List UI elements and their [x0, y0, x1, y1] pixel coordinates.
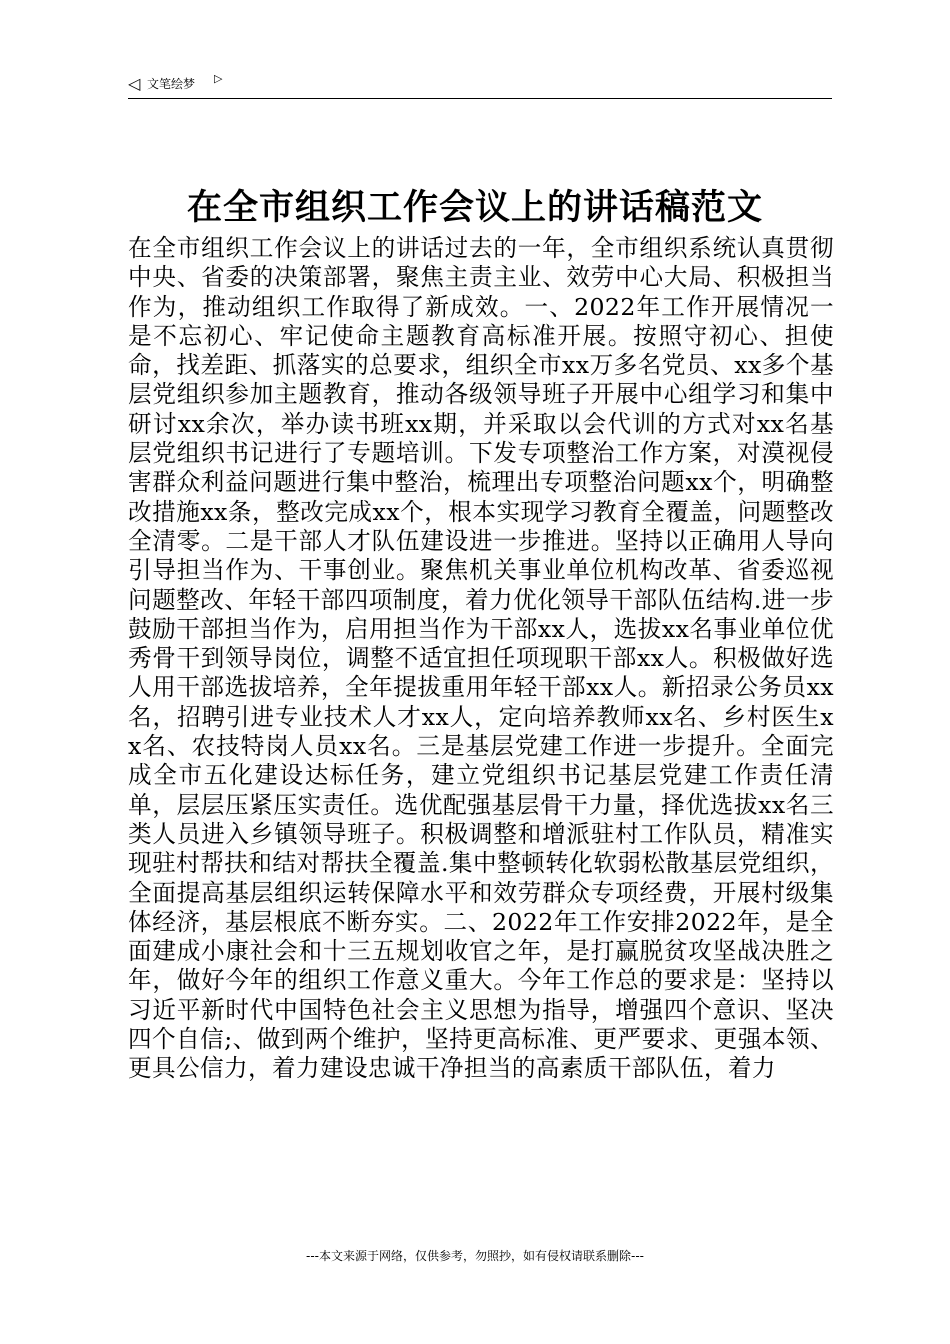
triangle-left-icon: ◁	[128, 74, 141, 93]
document-body: 在全市组织工作会议上的讲话过去的一年，全市组织系统认真贯彻中央、省委的决策部署，聚焦主责主业、效劳中心大局、积极担当作为，推动组织工作取得了新成效。一、2022年工作开展情况一是不忘初心、牢记使命主题教育高标准开展。按照守初心、担使命，找差距、抓落实的总要求，组织全市xx万多名党员、xx多个基层党组织参加主题教育，推动各级领导班子开展中心组学习和集中研讨xx余次，举办读书班xx期，并采取以会代训的方式对xx名基层党组织书记进行了专题培训。下发专项整治工作方案，对漠视侵害群众利益问题进行集中整治，梳理出专项整治问题xx个，明确整改措施xx条，整改完成xx个，根本实现学习教育全覆盖，问题整改全清零。二是干部人才队伍建设进一步推进。坚持以正确用人导向引导担当作为、干事创业。聚焦机关事业单位机构改革、省委巡视问题整改、年轻干部四项制度，着力优化领导干部队伍结构.进一步鼓励干部担当作为，启用担当作为干部xx人，选拔xx名事业单位优秀骨干到领导岗位，调整不适宜担任项现职干部xx人。积极做好选人用干部选拔培养，全年提拔重用年轻干部xx人。新招录公务员xx名，招聘引进专业技术人才xx人，定向培养教师xx名、乡村医生xx名、农技特岗人员xx名。三是基层党建工作进一步提升。全面完成全市五化建设达标任务，建立党组织书记基层党建工作责任清单，层层压紧压实责任。选优配强基层骨干力量，择优选拔xx名三类人员进入乡镇领导班子。积极调整和增派驻村工作队员，精准实现驻村帮扶和结对帮扶全覆盖.集中整顿转化软弱松散基层党组织，全面提高基层组织运转保障水平和效劳群众专项经费，开展村级集体经济，基层根底不断夯实。二、2022年工作安排2022年，是全面建成小康社会和十三五规划收官之年，是打赢脱贫攻坚战决胜之年，做好今年的组织工作意义重大。今年工作总的要求是：坚持以习近平新时代中国特色社会主义思想为指导，增强四个意识、坚决四个自信;、做到两个维护，坚持更高标准、更严要求、更强本领、更具公信力，着力建设忠诚干净担当的高素质干部队伍，着力	[128, 234, 834, 1083]
footer-notice: ---本文来源于网络，仅供参考，勿照抄，如有侵权请联系删除---	[306, 1249, 644, 1263]
page-header	[128, 72, 832, 99]
header-brand-text: 文笔绘梦	[147, 77, 196, 91]
document-title: 在全市组织工作会议上的讲话稿范文	[186, 188, 763, 228]
triangle-right-icon: ▷	[214, 72, 223, 85]
